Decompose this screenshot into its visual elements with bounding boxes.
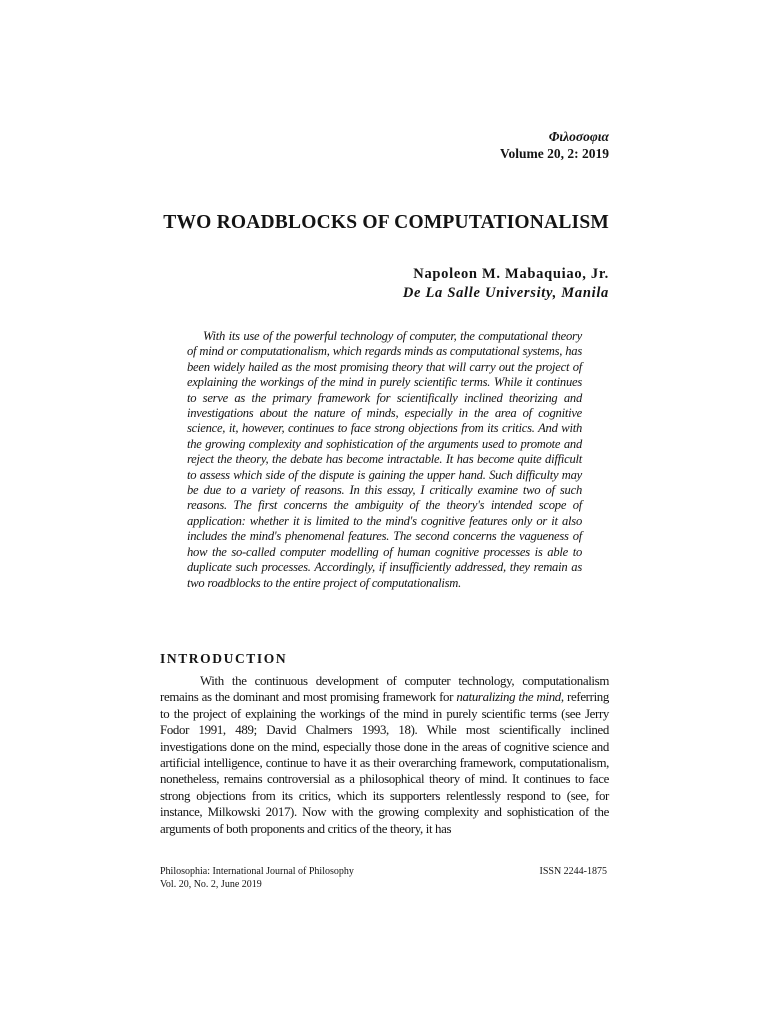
author-affiliation: De La Salle University, Manila [402, 285, 609, 301]
introduction-paragraph [160, 673, 609, 837]
journal-volume: Volume 20, 2: 2019 [499, 146, 609, 161]
abstract-text: With its use of the powerful technology of computer, the computational theory of mind or computationalism, which regards minds as computational systems, has been widely hailed as the most promising theory that will carry out the project of explaining the workings of the mind in purely scientific terms. While it continues to serve as the primary framework for scientifically inclined theorizing and investigations about the nature of minds, especially in the area of cognitive science, it, however, continues to face strong objections from its critics. And with the growing complexity and sophistication of the arguments used to promote and reject the theory, the debate has become intractable. It has become quite difficult to assess which side of the dispute is gaining the upper hand. Such difficulty may be due to a variety of reasons. In this essay, I critically examine two of such reasons. The first concerns the ambiguity of the theory's intended scope of application: whether it is limited to the mind's cognitive features only or it also includes the mind's phenomenal features. The second concerns the vagueness of how the so-called computer modelling of human cognitive processes is able to duplicate such processes. Accordingly, if insufficiently addressed, they remain as two roadblocks to the entire project of computationalism. [187, 329, 582, 590]
section-heading-introduction: INTRODUCTION [160, 651, 288, 666]
article-title: TWO ROADBLOCKS OF COMPUTATIONALISM [163, 212, 609, 233]
introduction-emphasis: naturalizing the mind [456, 690, 561, 705]
introduction-text-end: , referring to the project of explaining the workings of the mind in purely scientific terms (see Jerry Fodor 1991, 489; David Chalmers 1993, 18). While most scientifically inclined investigations done on the mind, especially those done in the areas of cognitive science and artificial intelligence, continue to have it as their overarching framework, computationalism, nonetheless, remains controversial as a philosophical theory of mind. It continues to face strong objections from its critics, which its supporters relentlessly respond to (see, for instance, Milkowski 2017). Now with the growing complexity and sophistication of the arguments of both proponents and critics of the theory, it has [160, 690, 609, 836]
introduction-text-start: With the continuous development of computer technology, computationalism remains as the dominant and most promising framework for [160, 674, 609, 705]
footer-issue-line: Vol. 20, No. 2, June 2019 [160, 879, 262, 890]
footer-journal-info [160, 865, 354, 891]
footer-journal-line: Philosophia: International Journal of Philosophy [160, 866, 354, 877]
journal-name: Φιλοσοφια [548, 129, 609, 144]
journal-header [500, 128, 609, 162]
footer-issn: ISSN 2244-1875 [539, 866, 607, 877]
author-block [403, 265, 609, 303]
author-name: Napoleon M. Mabaquiao, Jr. [413, 266, 609, 282]
